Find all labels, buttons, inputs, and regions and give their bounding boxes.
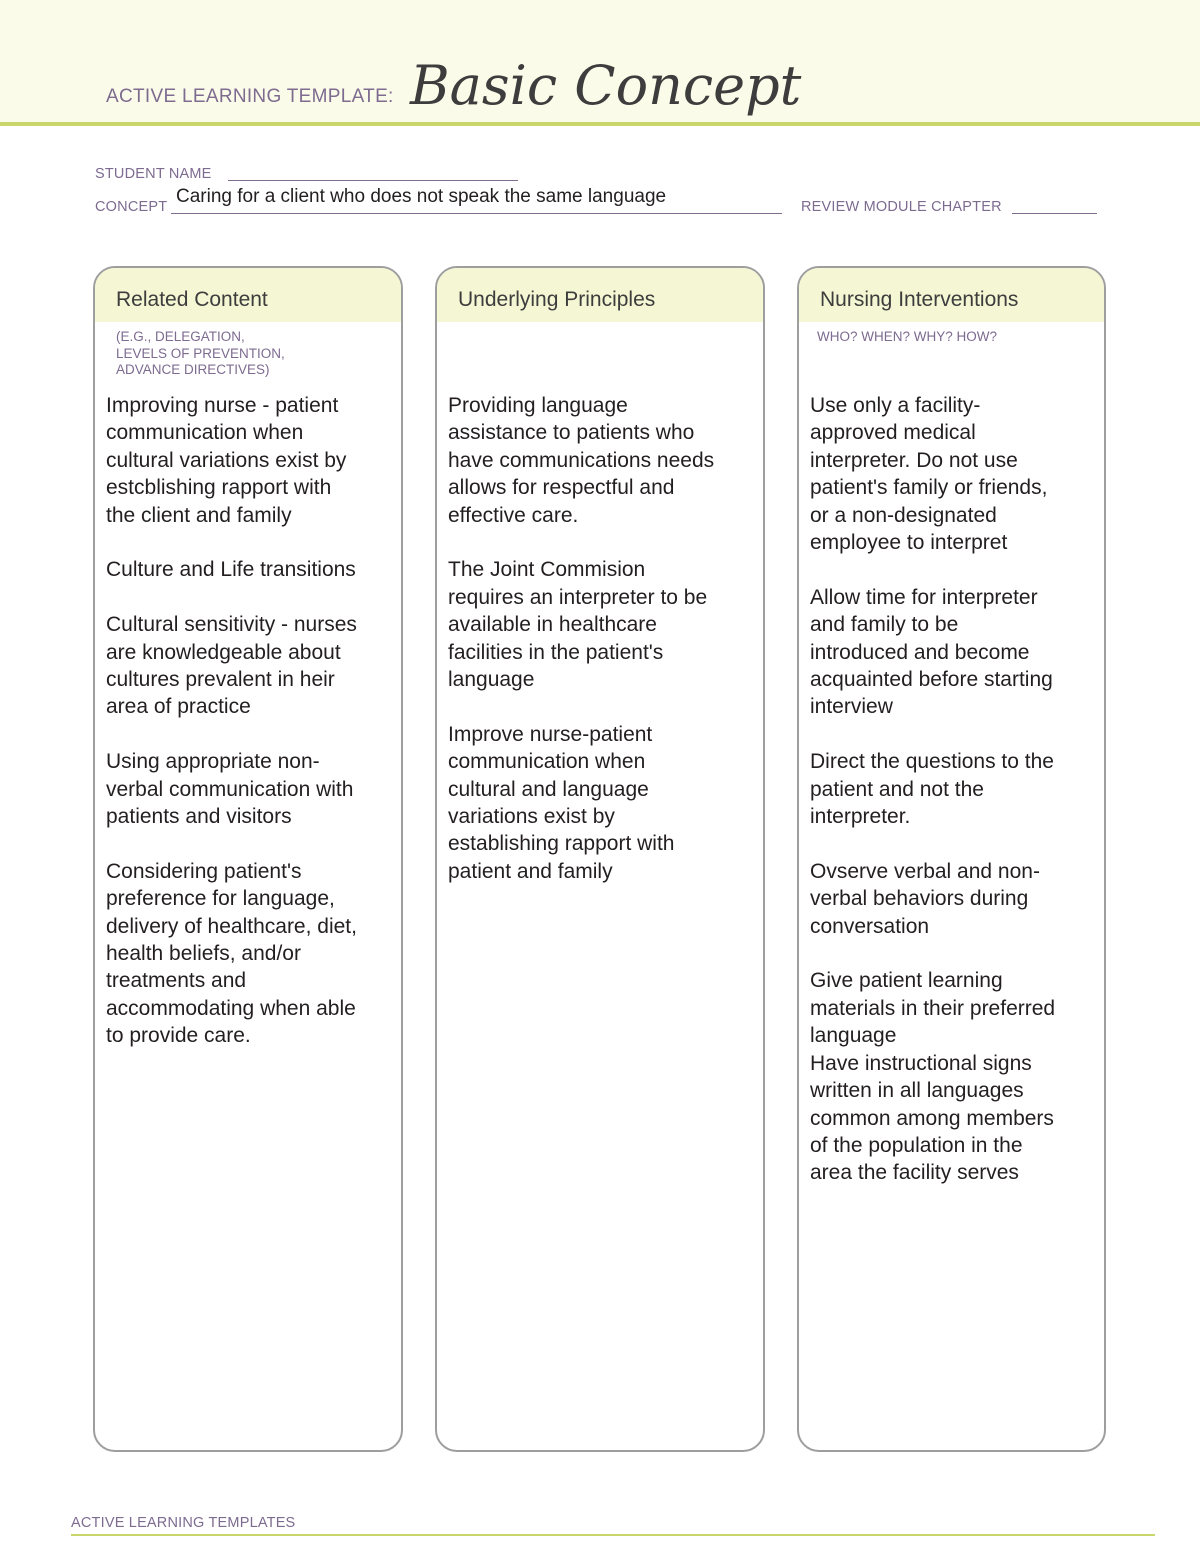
list-item: The Joint Commision requires an interpreter to be available in healthcare facilities in the patient's language bbox=[448, 558, 708, 692]
student-name-label: STUDENT NAME bbox=[95, 166, 212, 182]
review-module-label: REVIEW MODULE CHAPTER bbox=[801, 199, 1002, 215]
panel-title: Nursing Interventions bbox=[820, 288, 1019, 311]
concept-field[interactable] bbox=[171, 213, 782, 214]
header-divider bbox=[0, 122, 1200, 126]
nursing-interventions-panel bbox=[797, 266, 1106, 1452]
list-item: Improving nurse - patient communication when cultural variations exist by estcblishing rapport with the client and family bbox=[106, 394, 347, 527]
page-title: Basic Concept bbox=[410, 54, 802, 117]
panel-content[interactable] bbox=[810, 392, 1094, 1214]
list-item: Direct the questions to the patient and not the interpreter. bbox=[810, 750, 1054, 829]
footer-divider bbox=[71, 1534, 1155, 1536]
list-item: Culture and Life transitions bbox=[106, 558, 356, 582]
list-item: Considering patient's preference for language, delivery of healthcare, diet, health beliefs, and/or treatments and accommodating when able to provide care. bbox=[106, 859, 357, 1048]
template-label: ACTIVE LEARNING TEMPLATE: bbox=[106, 86, 394, 107]
list-item: Ovserve verbal and non- verbal behaviors during conversation bbox=[810, 859, 1040, 938]
footer-label: ACTIVE LEARNING TEMPLATES bbox=[71, 1515, 296, 1531]
list-item: Providing language assistance to patients who have communications needs allows for respectful and effective care. bbox=[448, 394, 715, 527]
list-item: Use only a facility- approved medical interpreter. Do not use patient's family or friends, or a non-designated employee to interpret bbox=[810, 394, 1048, 555]
list-item: Allow time for interpreter and family to be introduced and become acquainted before starting interview bbox=[810, 585, 1053, 719]
underlying-principles-panel bbox=[435, 266, 765, 1452]
list-item: Using appropriate non- verbal communication with patients and visitors bbox=[106, 750, 354, 829]
list-item: Improve nurse-patient communication when cultural and language variations exist by establishing rapport with patient and family bbox=[448, 722, 675, 883]
panel-content[interactable] bbox=[106, 392, 391, 1077]
concept-label: CONCEPT bbox=[95, 199, 168, 215]
list-item: Have instructional signs written in all languages common among members of the population in the area the facility serves bbox=[810, 1051, 1054, 1185]
panel-title: Related Content bbox=[116, 288, 268, 311]
list-item: Cultural sensitivity - nurses are knowledgeable about cultures prevalent in heir area of practice bbox=[106, 613, 357, 719]
review-module-field[interactable] bbox=[1012, 213, 1097, 214]
list-item: Give patient learning materials in their preferred language bbox=[810, 969, 1056, 1048]
concept-value: Caring for a client who does not speak the same language bbox=[176, 186, 667, 207]
panel-title: Underlying Principles bbox=[458, 288, 656, 311]
panel-subtitle: WHO? WHEN? WHY? HOW? bbox=[817, 329, 998, 344]
related-content-panel bbox=[93, 266, 403, 1452]
student-name-field[interactable] bbox=[228, 180, 518, 181]
panel-subtitle: (E.G., DELEGATION, LEVELS OF PREVENTION, ADVANCE DIRECTIVES) bbox=[116, 329, 285, 377]
panel-content[interactable] bbox=[448, 392, 753, 913]
